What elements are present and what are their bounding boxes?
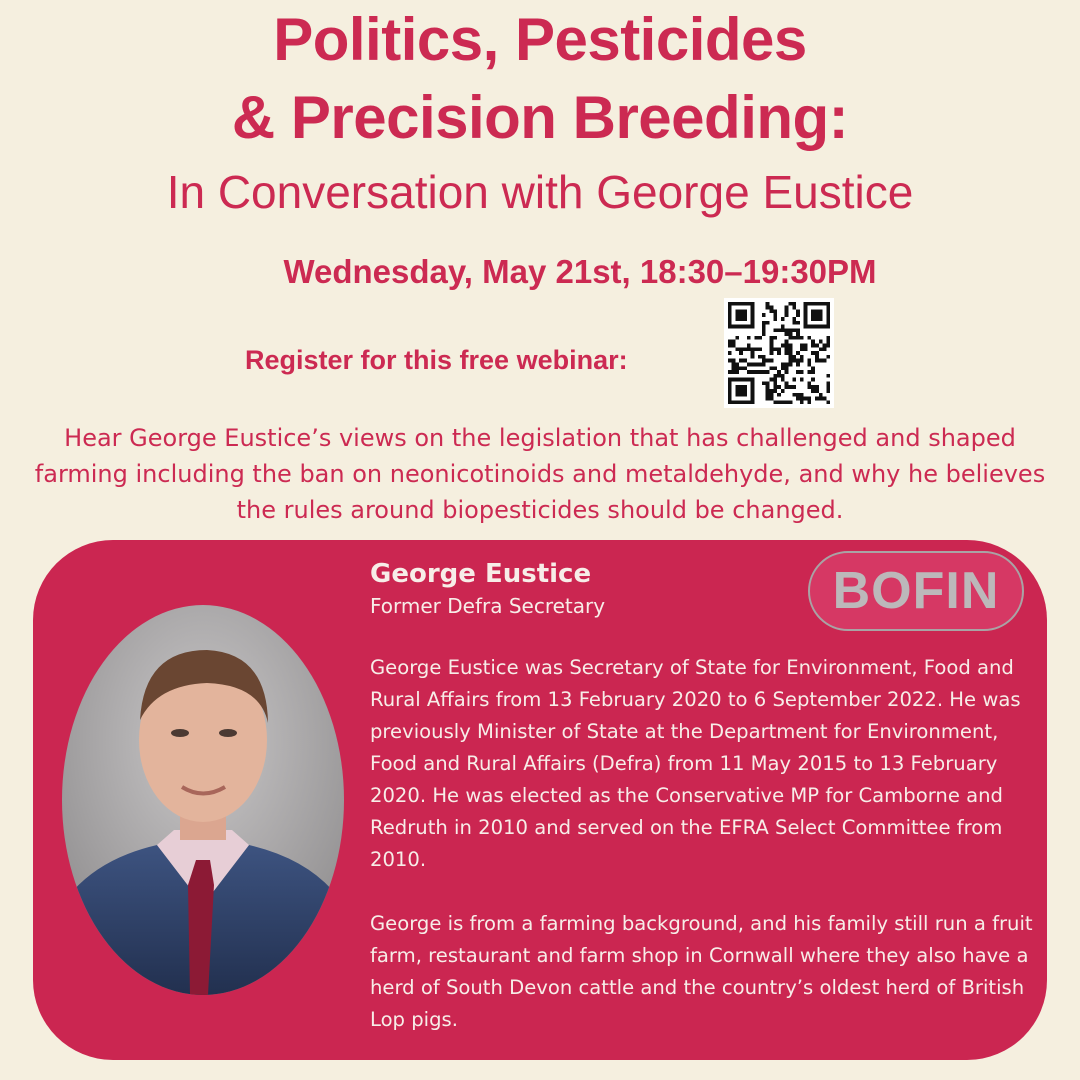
- bofin-logo: BOFIN: [808, 551, 1024, 631]
- title-line-2: & Precision Breeding:: [231, 84, 849, 151]
- bio-paragraph: George is from a farming background, and his family still run a fruit farm, restaurant and farm shop in Cornwall where they also have a herd of South Devon cattle and the country’s oldest herd of British Lop pigs.: [370, 912, 1033, 1031]
- speaker-role: Former Defra Secretary: [370, 594, 606, 618]
- speaker-name: George Eustice: [370, 559, 592, 589]
- registration-qr-code[interactable]: [724, 298, 834, 408]
- subtitle: In Conversation with George Eustice: [166, 166, 914, 218]
- event-description: Hear George Eustice’s views on the legislation that has challenged and shaped farming including the ban on neonicotinoids and metaldehyde, and why he believes the rules around biopesticides should be changed.: [34, 424, 1046, 524]
- speaker-portrait: [62, 605, 344, 995]
- bio-paragraph: George Eustice was Secretary of State for Environment, Food and Rural Affairs from 13 February 2020 to 6 September 2022. He was previously Minister of State at the Department for Environment, Food and Rural Affairs (Defra) from 11 May 2015 to 13 February 2020. He was elected as the Conservative MP for Camborne and Redruth in 2010 and served on the EFRA Select Committee from 2010.: [370, 656, 1021, 871]
- title-line-1: Politics, Pesticides: [273, 6, 807, 73]
- event-date: Wednesday, May 21st, 18:30–19:30PM: [283, 253, 877, 290]
- speaker-bio: [370, 652, 1035, 1068]
- register-label: Register for this free webinar:: [245, 345, 628, 375]
